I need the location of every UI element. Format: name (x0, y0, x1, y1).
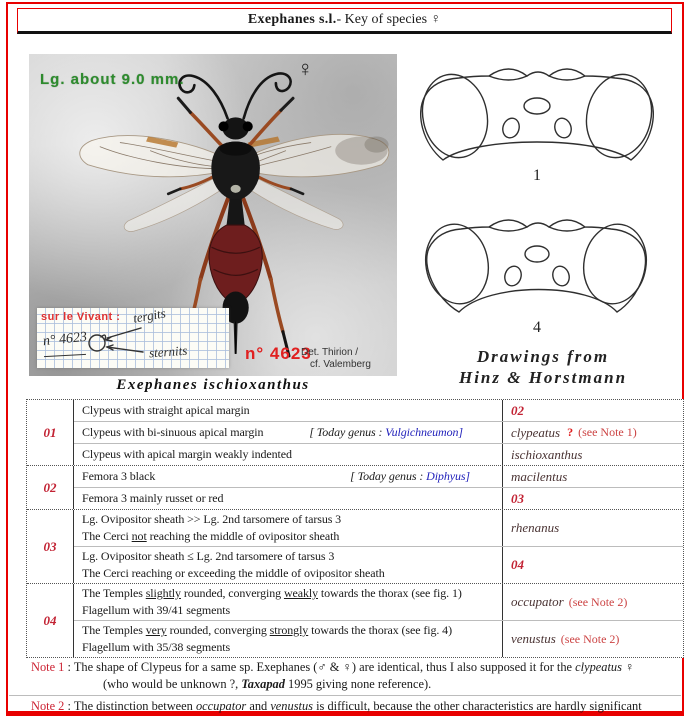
fig1-label: 1 (533, 167, 541, 184)
note-1: Note 1 : The shape of Clypeus for a same sp. Exephanes (♂ & ♀) are identical, thus I also supposed it for the clypeatus ♀ (who would be unknown ?, Taxapad 1995 giving none reference). (9, 657, 681, 694)
key-text: The Temples very rounded, converging strongly towards the thorax (see fig. 4) (82, 623, 452, 637)
key-text: Femora 3 mainly russet or red (82, 491, 224, 505)
key-row (74, 487, 683, 509)
key-row (74, 466, 683, 487)
title-bar (17, 8, 672, 34)
head-figure-1 (415, 68, 659, 184)
handwritten-sternits: sternits (148, 342, 188, 361)
key-row (74, 421, 683, 443)
length-label: Lg. about 9.0 mm. (40, 71, 185, 88)
today-genus-label: [ Today genus : (309, 425, 386, 439)
today-genus-name: Vulgichneumon] (385, 425, 463, 439)
key-table (26, 399, 684, 658)
page-title (248, 12, 441, 27)
key-text: Lg. Ovipositor sheath >> Lg. 2nd tarsomere of tarsus 3 (82, 512, 342, 526)
key-row (74, 400, 683, 421)
head-figure-4 (420, 219, 653, 336)
key-row (74, 443, 683, 465)
credit-line-1: Drawings from (476, 347, 610, 366)
credit-line-2: Hinz & Horstmann (458, 368, 628, 387)
key-text: Flagellum with 35/38 segments (82, 640, 231, 654)
key-text: Clypeus with straight apical margin (82, 403, 250, 417)
species-name: macilentus (511, 468, 568, 484)
note-reference: (see Note 1) (578, 425, 637, 439)
key-text: Lg. Ovipositor sheath ≤ Lg. 2nd tarsomere of tarsus 3 (82, 549, 335, 563)
sketch-doodle (81, 324, 153, 358)
det-line-2: cf. Valemberg (310, 359, 371, 370)
key-row (74, 584, 683, 620)
handwritten-underline (44, 354, 86, 357)
key-row (74, 546, 683, 583)
key-text: The Cerci reaching or exceeding the middle of ovipositor sheath (82, 566, 385, 580)
species-name: ischioxanthus (511, 446, 583, 462)
species-name: clypeatus (511, 424, 561, 440)
couplet-02 (27, 465, 683, 509)
key-row (74, 620, 683, 657)
female-symbol: ♀ (297, 56, 314, 81)
goto-number: 02 (511, 402, 524, 418)
handwritten-tergits: tergits (131, 305, 167, 326)
title-genus: Exephanes s.l. (247, 12, 337, 27)
today-genus-label: [ Today genus : (350, 469, 427, 483)
note-1-line-2: (who would be unknown ?, Taxapad 1995 giving none reference). (103, 677, 432, 691)
note-2: Note 2 : The distinction between occupator and venustus is difficult, because the other characteristics are hardly significant (31, 699, 642, 713)
couplet-number: 02 (27, 466, 74, 509)
species-name: occupator (511, 594, 564, 609)
det-line-1: Det. Thirion / (301, 347, 359, 358)
title-rest: - Key of species ♀ (336, 12, 442, 27)
card-printed-text: sur le Vivant : (41, 311, 121, 323)
specimen-number: n° 4623 (245, 344, 312, 363)
specimen-photo (29, 54, 397, 376)
key-text: Femora 3 black (82, 469, 156, 483)
key-text: The Cerci not reaching the middle of ovipositor sheath (82, 529, 340, 543)
question-mark: ? (567, 425, 574, 439)
couplet-04 (27, 583, 683, 657)
handwritten-number: n° 4623 (42, 329, 88, 350)
couplet-number: 01 (27, 400, 74, 465)
note-2-label: Note 2 (31, 699, 65, 713)
fig4-label: 4 (533, 319, 541, 336)
head-drawings (403, 52, 675, 342)
key-text: Clypeus with bi-sinuous apical margin (82, 425, 264, 439)
goto-number: 04 (511, 557, 524, 572)
key-text: The Temples slightly rounded, converging weakly towards the thorax (see fig. 1) (82, 586, 462, 600)
couplet-01 (27, 400, 683, 465)
specimen-label-card (37, 305, 229, 368)
couplet-number: 03 (27, 510, 74, 583)
notes-section (9, 657, 681, 715)
drawings-credit (413, 346, 673, 388)
key-text: Clypeus with apical margin weakly indented (82, 447, 292, 461)
note-reference: (see Note 2) (568, 594, 628, 609)
today-genus-name: Diphyus] (426, 469, 470, 483)
key-text: Flagellum with 39/41 segments (82, 603, 231, 617)
couplet-number: 04 (27, 584, 74, 657)
note-1-label: Note 1 (31, 660, 65, 674)
note-reference: (see Note 2) (560, 631, 620, 646)
species-name: venustus (511, 631, 556, 646)
goto-number: 03 (511, 490, 524, 506)
species-name: rhenanus (511, 520, 560, 535)
determiner-credit (301, 347, 371, 371)
photo-caption: Exephanes ischioxanthus (116, 377, 310, 393)
couplet-03 (27, 509, 683, 583)
key-row (74, 510, 683, 546)
